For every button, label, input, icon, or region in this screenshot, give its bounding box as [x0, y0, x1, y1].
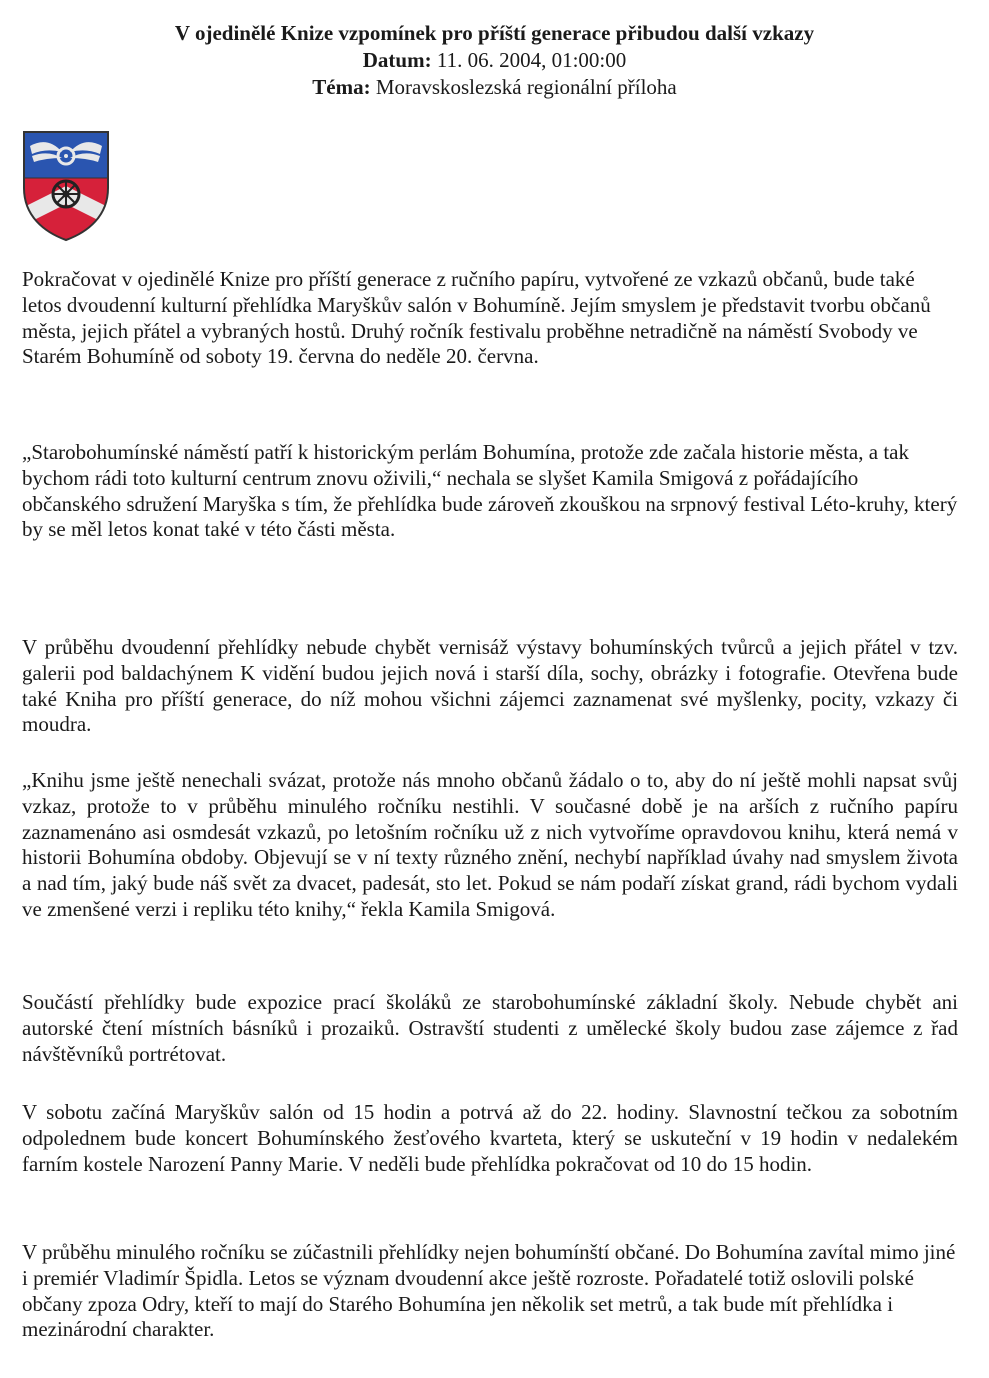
date-line: [0, 47, 989, 74]
paragraph-school-works: Součástí přehlídky bude expozice prací školáků ze starobohumínské základní školy. Nebude chybět ani autorské čtení místních básníků i prozaiků. Ostravští studenti z umělecké školy budou zase zájemce z řad návštěvníků portrétovat.: [22, 990, 958, 1066]
article-header: [0, 20, 989, 101]
paragraph-exhibition: V průběhu dvoudenní přehlídky nebude chybět vernisáž výstavy bohumínských tvůrců a jejich přátel v tzv. galerii pod baldachýnem K vidění budou jejich nová i starší díla, sochy, obrázky i fotografie. Otevřena bude také Kniha pro příští generace, do níž mohou všichni zájemci zaznamenat své myšlenky, pocity, vzkazy či moudra.: [22, 635, 958, 737]
topic-value: Moravskoslezská regionální příloha: [375, 75, 677, 99]
paragraph-book-quote: „Knihu jsme ještě nenechali svázat, protože nás mnoho občanů žádalo o to, aby do ní ještě mohli napsat svůj vzkaz, protože to v průběhu minulého ročníku nestihli. V současné době je na arších z ručního papíru zaznamenáno asi osmdesát vzkazů, po letošním ročníku už z nich vytvoříme opravdovou knihu, která nemá v historii Bohumína obdoby. Objevují se v ní texty různého znění, nechybí například úvahy nad smyslem života a nad tím, jaký bude náš svět za dvacet, padesát, sto let. Pokud se nám podaří získat grand, rádi bychom vydali ve zmenšené verzi i repliku této knihy,“ řekla Kamila Smigová.: [22, 768, 958, 921]
bohumin-coat-of-arms-icon: [22, 130, 110, 242]
topic-label: Téma:: [312, 75, 371, 99]
paragraph-quote-smigova: „Starobohumínské náměstí patří k historickým perlám Bohumína, protože zde začala historie města, a tak bychom rádi toto kulturní centrum znovu oživili,“ nechala se slyšet Kamila Smigová z pořádajícího občanského sdružení Maryška s tím, že přehlídka bude zároveň zkouškou na srpnový festival Léto-kruhy, který by se měl letos konat také v této části města.: [22, 440, 958, 542]
paragraph-program: V sobotu začíná Maryškův salón od 15 hodin a potrvá až do 22. hodiny. Slavnostní tečkou za sobotním odpolednem bude koncert Bohumínského žesťového kvarteta, který se uskuteční v 19 hodin v nedalekém farním kostele Narození Panny Marie. V neděli bude přehlídka pokračovat od 10 do 15 hodin.: [22, 1100, 958, 1176]
date-label: Datum:: [362, 48, 432, 72]
date-value: 11. 06. 2004, 01:00:00: [436, 48, 627, 72]
paragraph-intro: Pokračovat v ojedinělé Knize pro příští generace z ručního papíru, vytvořené ze vzkazů občanů, bude také letos dvoudenní kulturní přehlídka Maryškův salón v Bohumíně. Jejím smyslem je představit tvorbu občanů města, jejich přátel a vybraných hostů. Druhý ročník festivalu proběhne netradičně na náměstí Svobody ve Starém Bohumíně od soboty 19. června do neděle 20. června.: [22, 267, 931, 369]
topic-line: [0, 74, 989, 101]
paragraph-last-year: V průběhu minulého ročníku se zúčastnili přehlídky nejen bohumínští občané. Do Bohumína zavítal mimo jiné i premiér Vladimír Špidla. Letos se význam dvoudenní akce ještě rozroste. Pořadatelé totiž oslovili polské občany zpoza Odry, kteří to mají do Starého Bohumína jen několik set metrů, a tak bude mít přehlídka i mezinárodní charakter.: [22, 1240, 956, 1342]
article-title: V ojedinělé Knize vzpomínek pro příští generace přibudou další vzkazy: [174, 21, 815, 45]
